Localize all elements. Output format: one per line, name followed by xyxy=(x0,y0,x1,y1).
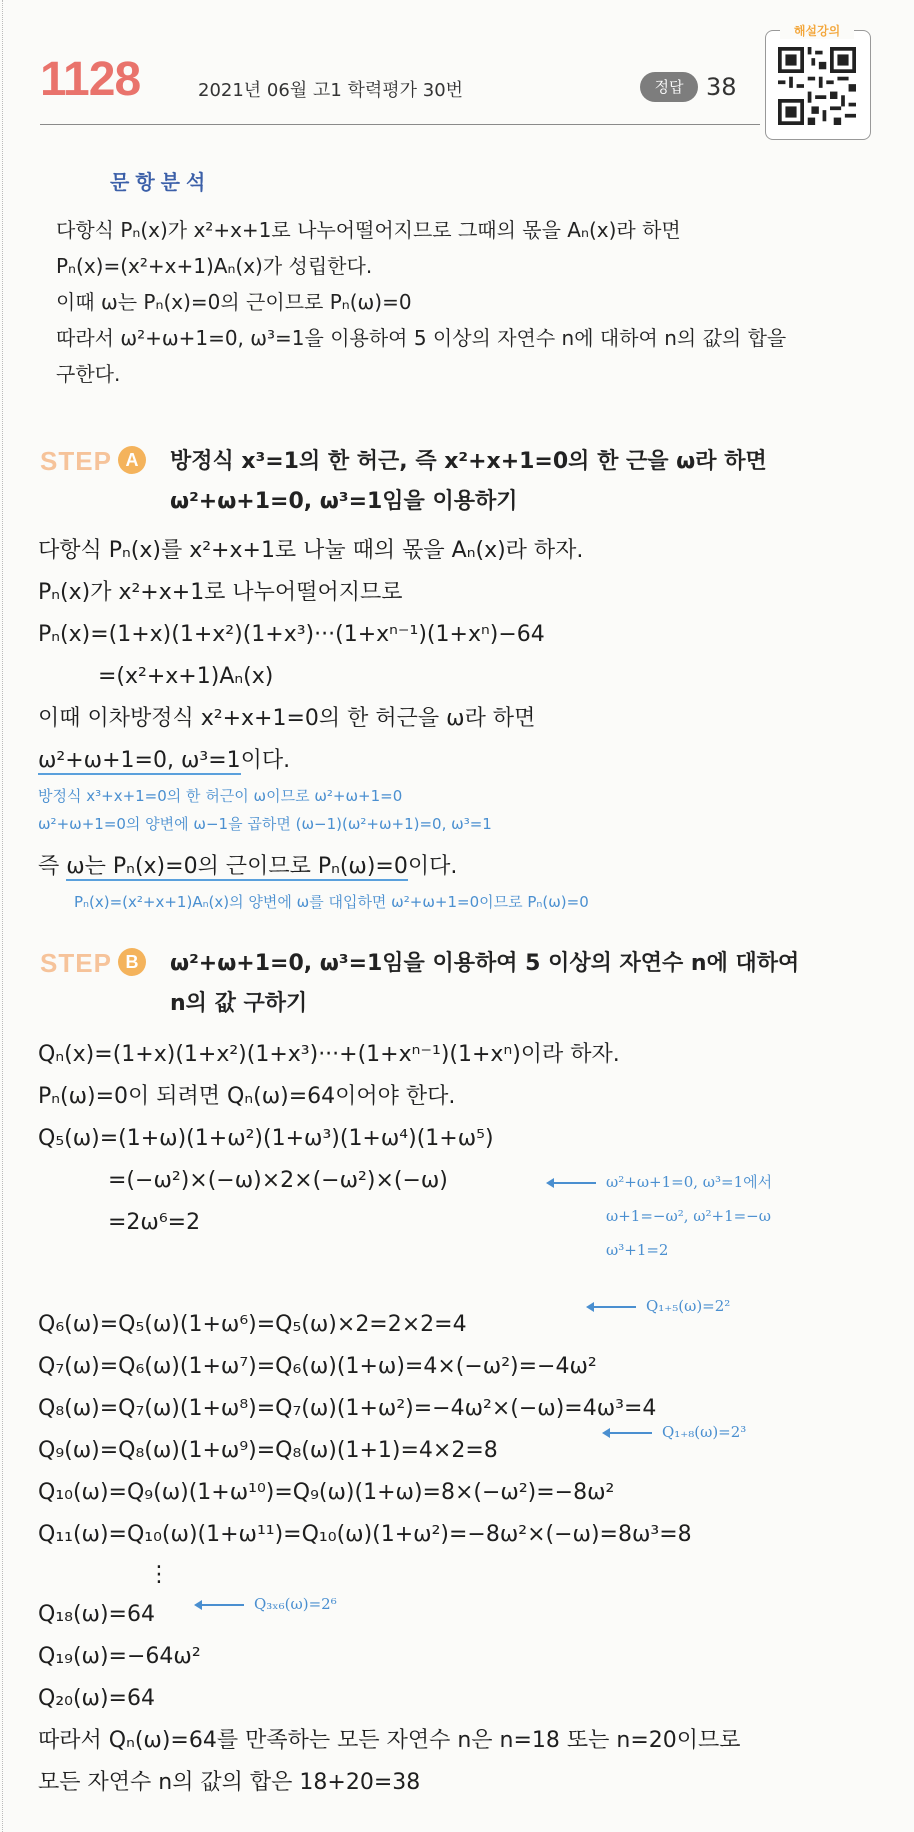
answer-badge xyxy=(640,72,748,106)
page-edge xyxy=(2,0,4,1832)
solution-line: Q₈(ω)=Q₇(ω)(1+ω⁸)=Q₇(ω)(1+ω²)=−4ω²×(−ω)=4ω³=4 xyxy=(38,1396,657,1421)
hint-note: Pₙ(x)=(x²+x+1)Aₙ(x)의 양변에 ω를 대입하면 ω²+ω+1=0이므로 Pₙ(ω)=0 xyxy=(74,893,589,911)
solution-line: =2ω⁶=2 xyxy=(108,1210,201,1235)
analysis-line: 따라서 ω²+ω+1=0, ω³=1을 이용하여 5 이상의 자연수 n에 대하여 n의 값의 합을 xyxy=(56,326,787,350)
side-note-line: ω³+1=2 xyxy=(606,1241,669,1259)
solution-line: Q₁₀(ω)=Q₉(ω)(1+ω¹⁰)=Q₉(ω)(1+ω)=8×(−ω²)=−8ω² xyxy=(38,1480,615,1505)
arrow-left-icon xyxy=(604,1432,652,1434)
solution-line: Pₙ(ω)=0이 되려면 Qₙ(ω)=64이어야 한다. xyxy=(38,1084,456,1109)
step-b-letter: B xyxy=(118,948,146,976)
side-note: Q₁₊₈(ω)=2³ xyxy=(604,1418,746,1446)
problem-source: 2021년 06월 고1 학력평가 30번 xyxy=(198,80,464,101)
answer-value: 38 xyxy=(706,73,737,101)
analysis-line: 구한다. xyxy=(56,362,121,386)
step-b-label: STEP xyxy=(40,948,112,978)
arrow-left-icon xyxy=(588,1306,636,1308)
solution-line: Q₂₀(ω)=64 xyxy=(38,1686,155,1711)
arrow-left-icon xyxy=(548,1182,596,1184)
step-a-title xyxy=(170,442,870,522)
step-b-body xyxy=(38,1034,878,1804)
solution-line: 즉 ω는 Pₙ(x)=0의 근이므로 Pₙ(ω)=0이다. xyxy=(38,854,458,879)
solution-line: 이때 이차방정식 x²+x+1=0의 한 허근을 ω라 하면 xyxy=(38,706,536,731)
analysis-block xyxy=(56,212,856,392)
hint-note: 방정식 x³+x+1=0의 한 허근이 ω이므로 ω²+ω+1=0 xyxy=(38,787,403,805)
arrow-left-icon xyxy=(196,1604,244,1606)
step-a-title-line: 방정식 x³=1의 한 허근, 즉 x²+x+1=0의 한 근을 ω라 하면 xyxy=(170,449,767,474)
underlined-result: ω는 Pₙ(x)=0의 근이므로 Pₙ(ω)=0 xyxy=(66,854,408,879)
step-a-title-line: ω²+ω+1=0, ω³=1임을 이용하기 xyxy=(170,489,518,514)
solution-line: Q₁₉(ω)=−64ω² xyxy=(38,1644,201,1669)
conclusion-line: 모든 자연수 n의 값의 합은 18+20=38 xyxy=(38,1770,421,1795)
solution-line: Qₙ(x)=(1+x)(1+x²)(1+x³)···+(1+xⁿ⁻¹)(1+xⁿ)이라 하자. xyxy=(38,1042,620,1067)
analysis-line: 이때 ω는 Pₙ(x)=0의 근이므로 Pₙ(ω)=0 xyxy=(56,290,412,314)
solution-line: Q₆(ω)=Q₅(ω)(1+ω⁶)=Q₅(ω)×2=2×2=4 xyxy=(38,1312,467,1337)
step-b-title xyxy=(170,944,870,1024)
solution-line: ω²+ω+1=0, ω³=1이다. xyxy=(38,748,291,773)
analysis-title: 문항분석 xyxy=(110,170,212,194)
step-b-title-line: ω²+ω+1=0, ω³=1임을 이용하여 5 이상의 자연수 n에 대하여 xyxy=(170,951,800,976)
solution-line: Pₙ(x)가 x²+x+1로 나누어떨어지므로 xyxy=(38,580,403,605)
analysis-line: Pₙ(x)=(x²+x+1)Aₙ(x)가 성립한다. xyxy=(56,254,373,278)
solution-line: 다항식 Pₙ(x)를 x²+x+1로 나눌 때의 몫을 Aₙ(x)라 하자. xyxy=(38,538,584,563)
hint-note: ω²+ω+1=0의 양변에 ω−1을 곱하면 (ω−1)(ω²+ω+1)=0, ω³=1 xyxy=(38,815,492,833)
solution-line: Q₁₈(ω)=64 xyxy=(38,1602,155,1627)
step-a-letter: A xyxy=(118,446,146,474)
problem-header xyxy=(40,48,760,125)
answer-badge-label: 정답 xyxy=(640,72,698,102)
solution-line: Q₁₁(ω)=Q₁₀(ω)(1+ω¹¹)=Q₁₀(ω)(1+ω²)=−8ω²×(−ω)=8ω³=8 xyxy=(38,1522,692,1547)
side-note: ω²+ω+1=0, ω³=1에서 xyxy=(548,1168,772,1196)
underlined-result: ω²+ω+1=0, ω³=1 xyxy=(38,748,241,773)
solution-line: Pₙ(x)=(1+x)(1+x²)(1+x³)···(1+xⁿ⁻¹)(1+xⁿ)−64 xyxy=(38,622,545,647)
solution-line: =(−ω²)×(−ω)×2×(−ω²)×(−ω) xyxy=(108,1168,448,1193)
qr-code-icon[interactable] xyxy=(778,46,856,126)
side-note: Q₃ₓ₆(ω)=2⁶ xyxy=(196,1590,337,1618)
problem-number: 1128 xyxy=(40,53,141,106)
solution-line: Q₉(ω)=Q₈(ω)(1+ω⁹)=Q₈(ω)(1+1)=4×2=8 xyxy=(38,1438,498,1463)
conclusion-line: 따라서 Qₙ(ω)=64를 만족하는 모든 자연수 n은 n=18 또는 n=20이므로 xyxy=(38,1728,741,1753)
solution-line: Q₇(ω)=Q₆(ω)(1+ω⁷)=Q₆(ω)(1+ω)=4×(−ω²)=−4ω² xyxy=(38,1354,597,1379)
qr-title: 해설강의 xyxy=(780,22,854,39)
side-note-line: ω+1=−ω², ω²+1=−ω xyxy=(606,1207,771,1225)
side-note: Q₁₊₅(ω)=2² xyxy=(588,1292,730,1320)
step-a-label: STEP xyxy=(40,446,112,476)
solution-line: Q₅(ω)=(1+ω)(1+ω²)(1+ω³)(1+ω⁴)(1+ω⁵) xyxy=(38,1126,494,1151)
step-b-title-line: n의 값 구하기 xyxy=(170,991,308,1016)
ellipsis: ⋮ xyxy=(148,1562,170,1587)
step-a-body xyxy=(38,530,878,916)
spacer xyxy=(38,1244,878,1304)
analysis-line: 다항식 Pₙ(x)가 x²+x+1로 나누어떨어지므로 그때의 몫을 Aₙ(x)라 하면 xyxy=(56,218,681,242)
solution-line: =(x²+x+1)Aₙ(x) xyxy=(98,664,274,689)
